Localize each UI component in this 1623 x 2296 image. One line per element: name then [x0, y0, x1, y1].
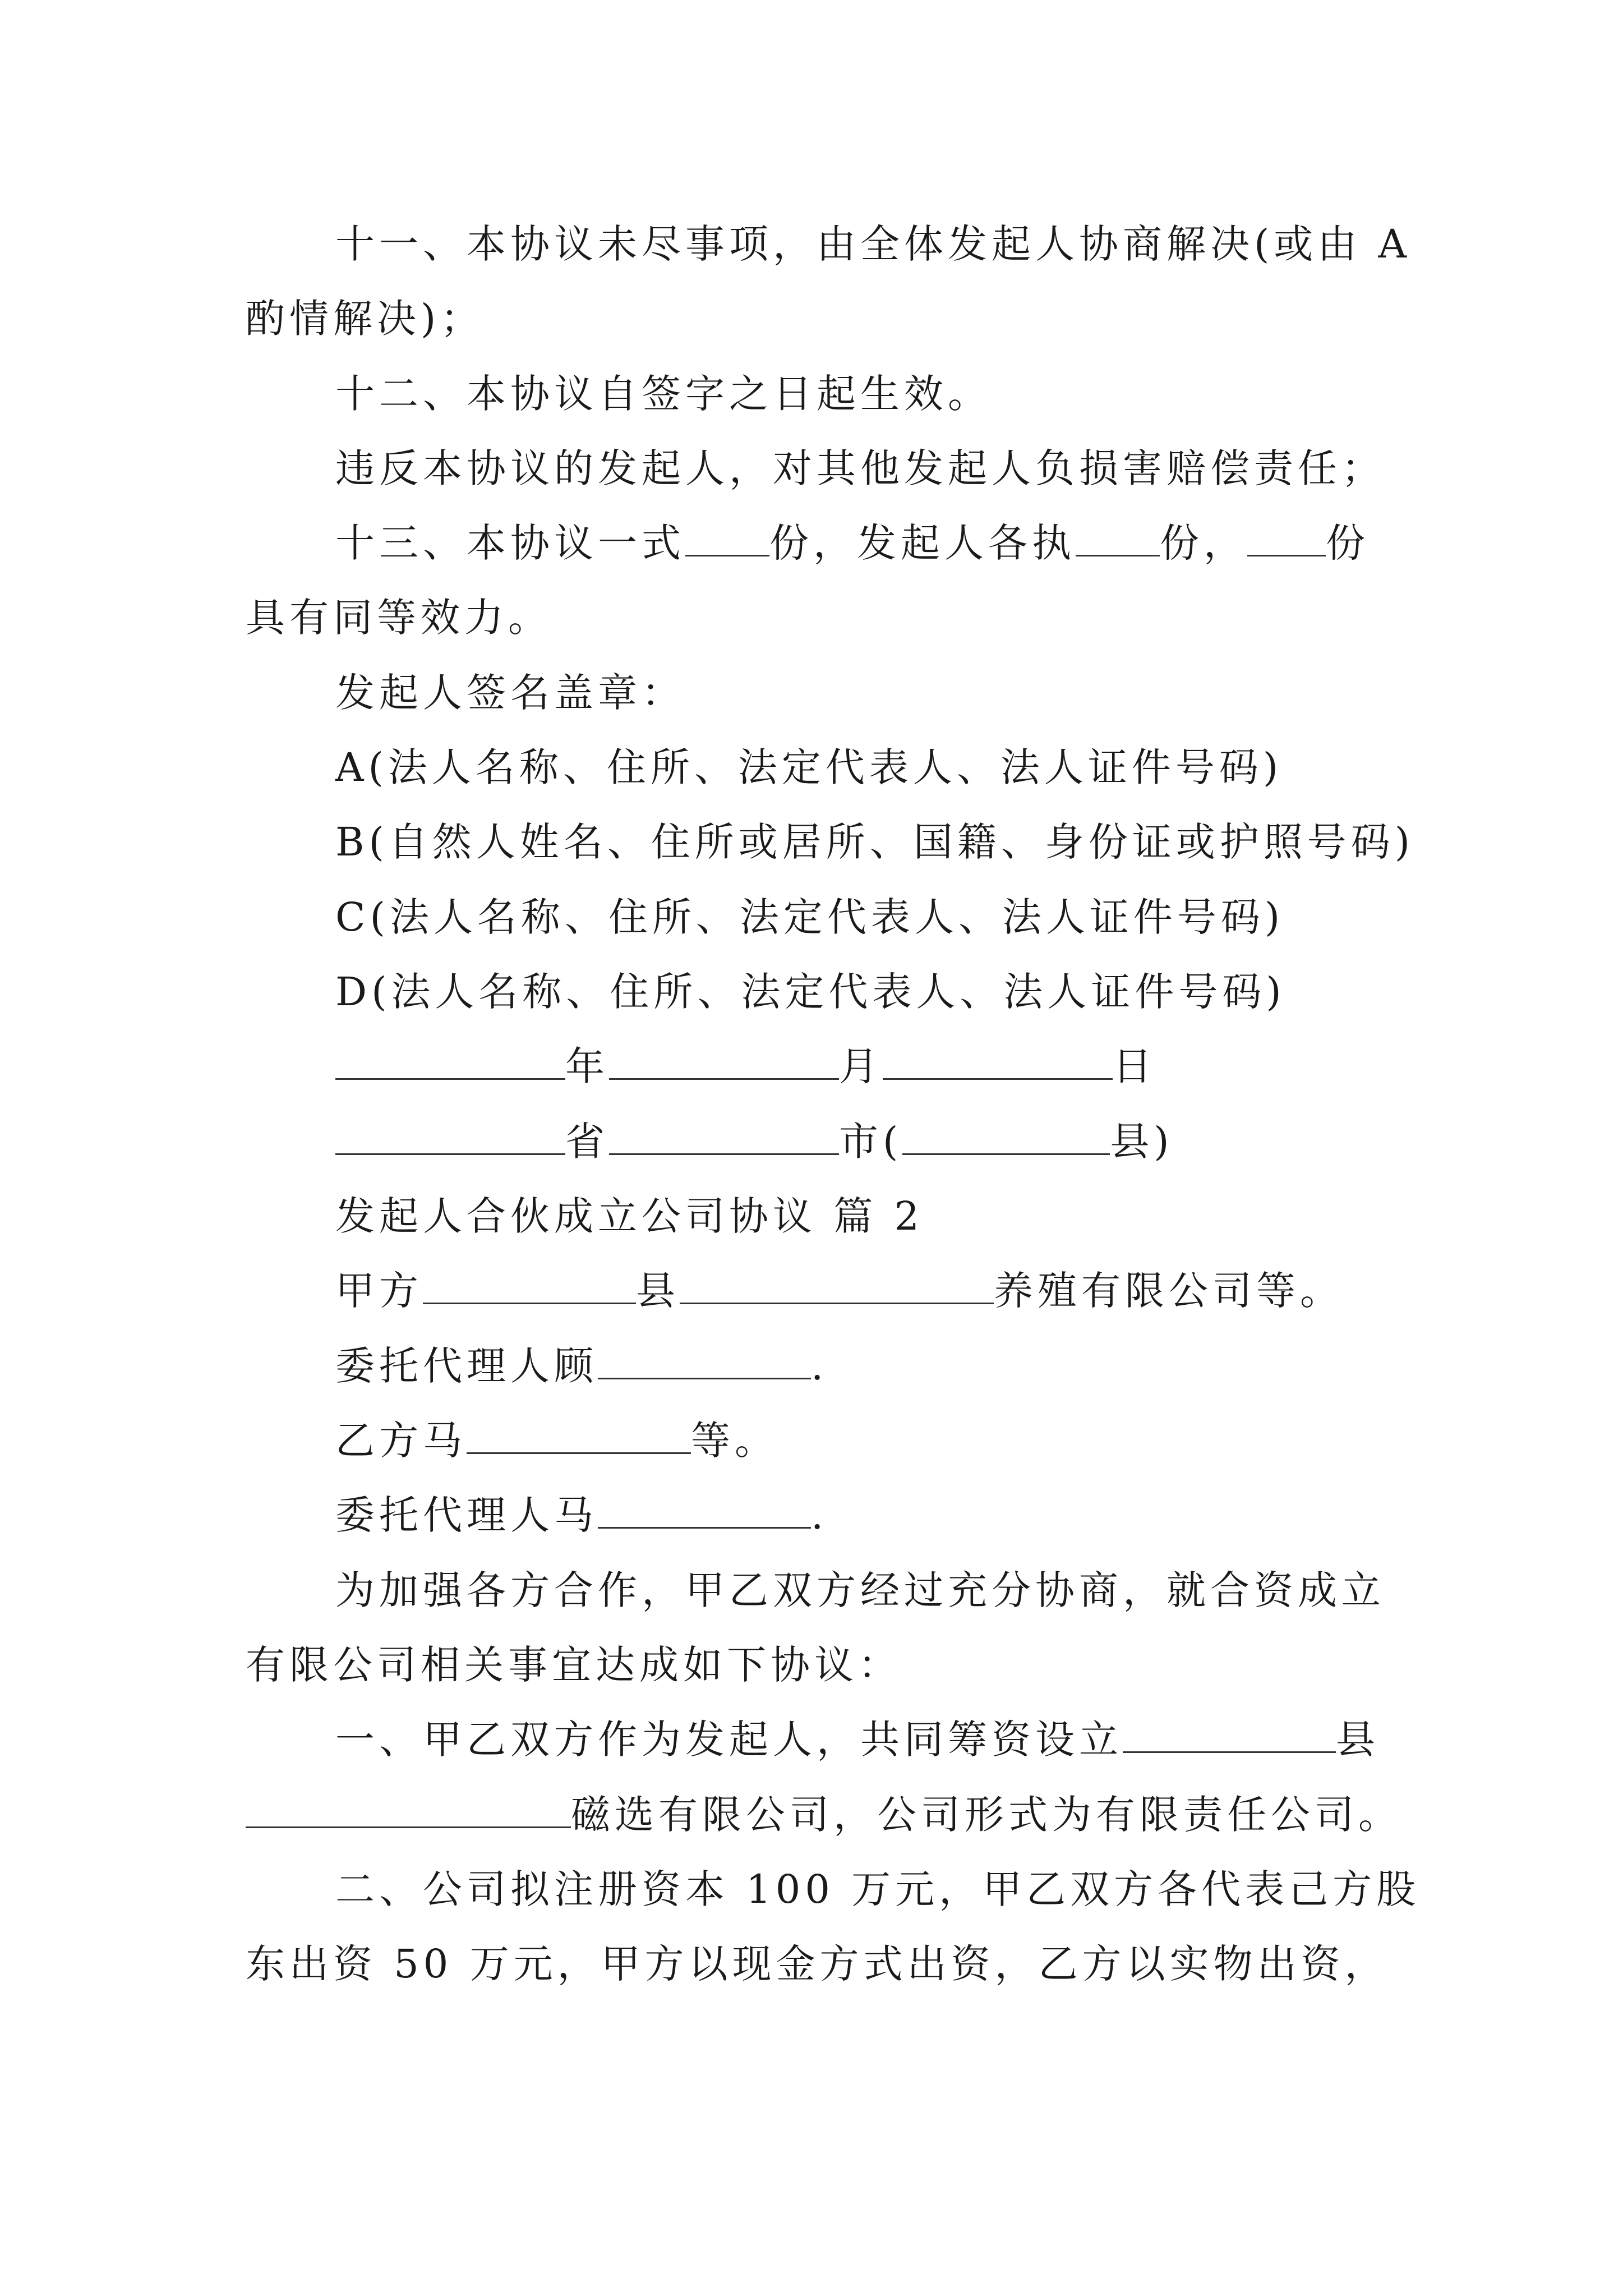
party-b-blank: [467, 1413, 691, 1454]
breach-clause: 违反本协议的发起人，对其他发起人负损害赔偿责任；: [335, 445, 1385, 491]
copies-total-blank: [685, 516, 769, 556]
copies-each-blank: [1076, 516, 1160, 556]
agent-a-label: 委托代理人顾: [335, 1343, 598, 1389]
clause-2-line-2: 东出资 50 万元，甲方以现金方式出资，乙方以实物出资，: [246, 1941, 1389, 1987]
year-label: 年: [565, 1043, 609, 1089]
city-label: 市(: [839, 1119, 903, 1165]
date-line: [335, 1038, 1156, 1094]
province-blank: [335, 1114, 565, 1155]
clause-13-line-1: [335, 515, 1370, 571]
agent-b-blank: [598, 1488, 811, 1529]
agent-a-line: [335, 1338, 828, 1394]
party-a-blank-1: [423, 1263, 636, 1304]
signature-heading: 发起人签名盖章：: [335, 670, 685, 716]
signer-c: C(法人名称、住所、法定代表人、法人证件号码): [335, 894, 1285, 940]
clause-13-line-2: 具有同等效力。: [246, 595, 552, 641]
county-label: 县): [1110, 1119, 1174, 1165]
party-b-label: 乙方马: [335, 1418, 467, 1464]
place-line: [335, 1114, 1174, 1170]
party-a-label: 甲方: [335, 1268, 423, 1314]
clause-13-text-a: 十三、本协议一式: [335, 520, 685, 566]
clause-13-text-c: 份，: [1160, 520, 1247, 566]
clause-12: 十二、本协议自签字之日起生效。: [335, 371, 992, 417]
clause-13-text-b: 份，发起人各执: [769, 520, 1076, 566]
preamble-line-2: 有限公司相关事宜达成如下协议：: [246, 1642, 902, 1688]
signer-a: A(法人名称、住所、法定代表人、法人证件号码): [335, 744, 1283, 790]
party-b-line: [335, 1412, 778, 1469]
clause-11-line-1: 十一、本协议未尽事项，由全体发起人协商解决(或由 A: [335, 221, 1412, 267]
clause-1-county: 县: [1336, 1717, 1380, 1763]
preamble-line-1: 为加强各方合作，甲乙双方经过充分协商，就合资成立: [335, 1567, 1385, 1613]
county-label-a: 县: [636, 1268, 680, 1314]
clause-13-text-d: 份: [1326, 520, 1370, 566]
county-blank: [902, 1114, 1110, 1155]
agent-a-blank: [598, 1338, 811, 1379]
clause-1-blank-1: [1123, 1712, 1336, 1753]
copies-other-blank: [1247, 516, 1326, 556]
month-label: 月: [839, 1043, 883, 1089]
clause-11-line-2: 酌情解决)；: [246, 296, 485, 342]
province-label: 省: [565, 1119, 609, 1165]
party-b-suffix: 等。: [691, 1418, 778, 1464]
month-blank: [609, 1039, 839, 1080]
signer-d: D(法人名称、住所、法定代表人、法人证件号码): [335, 969, 1286, 1015]
signer-b: B(自然人姓名、住所或居所、国籍、身份证或护照号码): [335, 819, 1415, 865]
agent-b-period: .: [811, 1492, 828, 1538]
clause-1-line-2: [246, 1787, 1402, 1843]
day-label: 日: [1113, 1043, 1156, 1089]
year-blank: [335, 1039, 565, 1080]
clause-1-text: 一、甲乙双方作为发起人，共同筹资设立: [335, 1717, 1123, 1763]
clause-2-line-1: 二、公司拟注册资本 100 万元，甲乙双方各代表己方股: [335, 1866, 1421, 1912]
day-blank: [883, 1039, 1113, 1080]
agent-a-period: .: [811, 1343, 828, 1389]
city-blank: [609, 1114, 839, 1155]
clause-1-line-1: [335, 1711, 1380, 1768]
agent-b-label: 委托代理人马: [335, 1492, 598, 1538]
party-a-blank-2: [680, 1263, 994, 1304]
section-heading: 发起人合伙成立公司协议 篇 2: [335, 1193, 924, 1239]
party-a-company: 养殖有限公司等。: [994, 1268, 1344, 1314]
party-a-line: [335, 1263, 1344, 1319]
clause-1-blank-2: [246, 1787, 571, 1828]
agent-b-line: [335, 1487, 828, 1543]
clause-1-company: 磁选有限公司，公司形式为有限责任公司。: [571, 1792, 1402, 1838]
